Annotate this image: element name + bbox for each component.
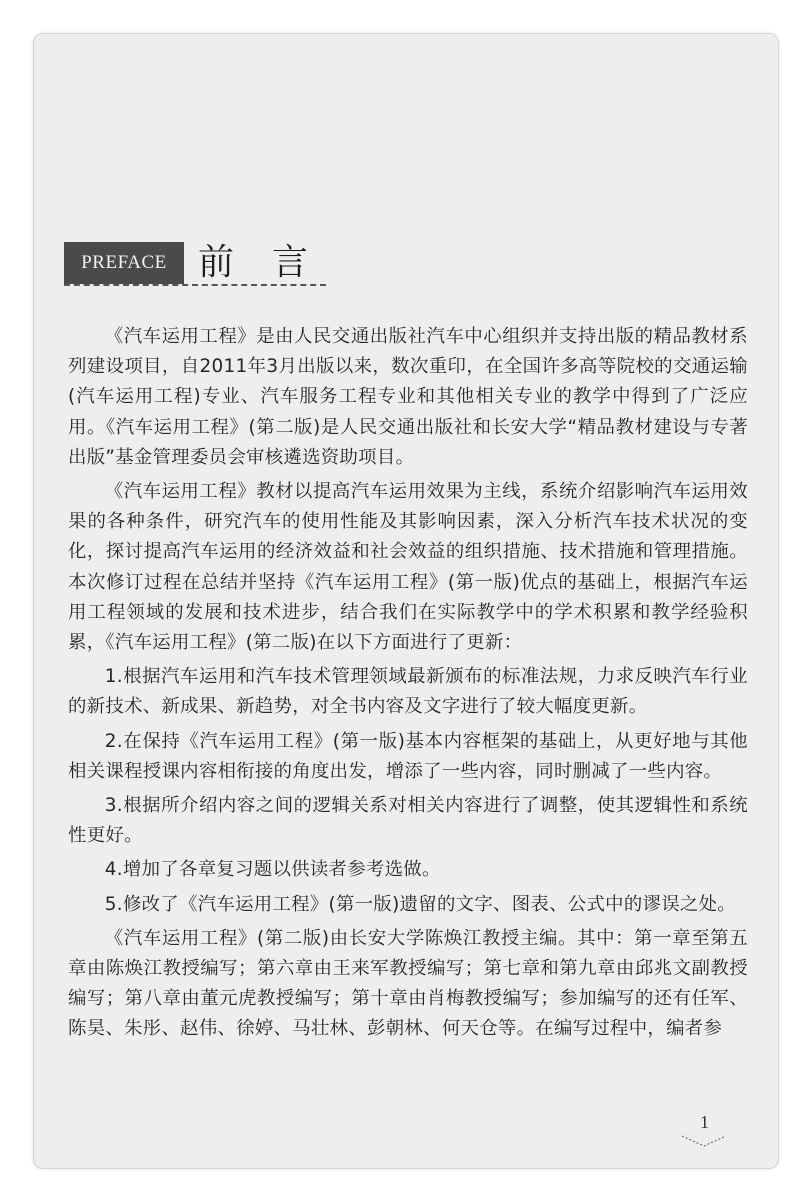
- document-page: [33, 33, 779, 1169]
- preface-body: [68, 322, 748, 1049]
- list-item: 1.根据汽车运用和汽车技术管理领域最新颁布的标准法规，力求反映汽车行业的新技术、新成果、新趋势，对全书内容及文字进行了较大幅度更新。: [68, 666, 748, 718]
- list-item: 4.增加了各章复习题以供读者参考选做。: [104, 859, 441, 881]
- list-item: 2.在保持《汽车运用工程》(第一版)基本内容框架的基础上，从更好地与其他相关课程授课内容相衔接的角度出发，增添了一些内容，同时删减了一些内容。: [68, 730, 748, 782]
- list-item: 3.根据所介绍内容之间的逻辑关系对相关内容进行了调整，使其逻辑性和系统性更好。: [68, 795, 748, 847]
- preface-label: PREFACE: [64, 242, 184, 284]
- paragraph: 《汽车运用工程》教材以提高汽车运用效果为主线，系统介绍影响汽车运用效果的各种条件，研究汽车的使用性能及其影响因素，深入分析汽车技术状况的变化，探讨提高汽车运用的经济效益和社会效益的组织措施、技术措施和管理措施。本次修订过程在总结并坚持《汽车运用工程》(第一版)优点的基础上，根据汽车运用工程领域的发展和技术进步，结合我们在实际教学中的学术积累和教学经验积累，《汽车运用工程》(第二版)在以下方面进行了更新：: [68, 481, 748, 654]
- page-title: 前言: [198, 242, 347, 283]
- paragraph: 《汽车运用工程》是由人民交通出版社汽车中心组织并支持出版的精品教材系列建设项目，自2011年3月出版以来，数次重印，在全国许多高等院校的交通运输(汽车运用工程)专业、汽车服务工程专业和其他相关专业的教学中得到了广泛应用。《汽车运用工程》(第二版)是人民交通出版社和长安大学“精品教材建设与专著出版”基金管理委员会审核遴选资助项目。: [68, 326, 748, 468]
- list-item: 5.修改了《汽车运用工程》(第一版)遗留的文字、图表、公式中的谬误之处。: [104, 893, 736, 915]
- paragraph: 《汽车运用工程》(第二版)由长安大学陈焕江教授主编。其中：第一章至第五章由陈焕江教授编写；第六章由王来军教授编写；第七章和第九章由邱兆文副教授编写；第八章由董元虎教授编写；第十章由肖梅教授编写；参加编写的还有任军、陈昊、朱彤、赵伟、徐婷、马壮林、彭朝林、何天仓等。在编写过程中，编者参: [68, 927, 748, 1040]
- header-divider: [64, 284, 326, 286]
- page-number-ornament-icon: [682, 1134, 726, 1148]
- page-number: 1: [700, 1112, 709, 1132]
